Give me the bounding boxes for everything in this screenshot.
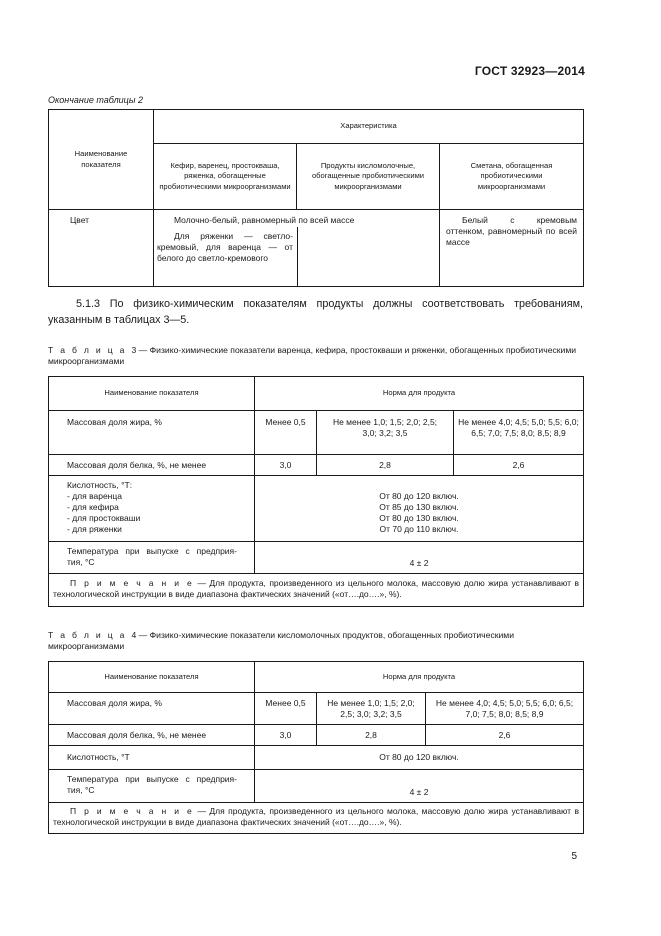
table3-acidity-value: От 80 до 120 включ.	[379, 491, 459, 501]
table4-protein-v1: 3,0	[255, 725, 317, 746]
table4-acidity-name: Кислотность, °Т	[49, 746, 255, 770]
table4-protein-v3: 2,6	[426, 725, 584, 746]
table4-fat-v2: Не менее 1,0; 1,5; 2,0; 2,5; 3,0; 3,2; 3,5	[317, 693, 426, 725]
table4-header-name: Наименование показателя	[49, 662, 255, 693]
table3-fat-v2: Не менее 1,0; 1,5; 2,0; 2,5; 3,0; 3,2; 3,5	[317, 411, 454, 455]
table3-protein-name: Массовая доля белка, %, не менее	[49, 455, 255, 476]
table4-temp-value: 4 ± 2	[255, 770, 584, 803]
table2-sub-kislomolochnye: Продукты кисломолочные, обогащенные пробиотическими микроорганизмами	[297, 144, 440, 210]
table2-sub-smetana: Сметана, обогащенная пробиотическими микроорганизмами	[440, 144, 584, 210]
table3-header-norm: Норма для продукта	[255, 377, 584, 411]
table4-fat-name: Массовая доля жира, %	[49, 693, 255, 725]
table3-note: П р и м е ч а н и е — Для продукта, произведенного из цельного молока, массовую долю жира устанавливают в технологической инструкции в виде диапазона фактических значений («от….до….», %).	[49, 574, 584, 607]
table2-caption: Окончание таблицы 2	[48, 95, 143, 105]
table4-fat-v1: Менее 0,5	[255, 693, 317, 725]
table3-protein-v3: 2,6	[454, 455, 584, 476]
page-number: 5	[571, 851, 577, 862]
table4-protein-v2: 2,8	[317, 725, 426, 746]
table3-fat-v1: Менее 0,5	[255, 411, 317, 455]
table3-fat-v3: Не менее 4,0; 4,5; 5,0; 5,5; 6,0; 6,5; 7,0; 7,5; 8,0; 8,5; 8,9	[454, 411, 584, 455]
table4	[48, 661, 584, 834]
table3-acidity-item: - для ряженки	[67, 524, 122, 534]
table4-fat-v3: Не менее 4,0; 4,5; 5,0; 5,5; 6,0; 6,5; 7,0; 7,5; 8,0; 8,5; 8,9	[426, 693, 584, 725]
paragraph-5-1-3: 5.1.3 По физико-химическим показателям продукты должны соответствовать требованиям, указанным в таблицах 3—5.	[48, 298, 583, 326]
table3-acidity-value: От 85 до 130 включ.	[379, 502, 459, 512]
table3-fat-name: Массовая доля жира, %	[49, 411, 255, 455]
table3-protein-v2: 2,8	[317, 455, 454, 476]
table2-smetana-color: Белый с кремовым оттенком, равномерный по всей массе	[440, 210, 584, 287]
table4-note: П р и м е ч а н и е — Для продукта, произведенного из цельного молока, массовую долю жира устанавливают в технологической инструкции в виде диапазона фактических значений («от….до….», %).	[49, 803, 584, 834]
table4-protein-name: Массовая доля белка, %, не менее	[49, 725, 255, 746]
table4-acidity-value: От 80 до 120 включ.	[255, 746, 584, 770]
table2-ryazhenka-color: Для ряженки — светло-кремовый, для варенца — от белого до светло-кремового	[157, 231, 293, 263]
table3-acidity-item: - для кефира	[67, 502, 119, 512]
table3-caption: Т а б л и ц а 3 — Физико-химические показатели варенца, кефира, простокваши и ряженки, обогащенных пробиотическими микроорганизмами	[48, 345, 577, 367]
table3-temp-value: 4 ± 2	[255, 542, 584, 574]
table3-protein-v1: 3,0	[255, 455, 317, 476]
table2	[48, 109, 584, 287]
table4-temp-name: Температура при выпуске с предприя- тия, °С	[49, 770, 255, 803]
table3-acidity-title: Кислотность, °Т:	[67, 480, 133, 490]
table2-header-characteristic: Характеристика	[154, 110, 584, 144]
table2-header-name: Наименование показателя	[49, 110, 154, 210]
standard-header: ГОСТ 32923—2014	[474, 64, 585, 78]
table4-caption: Т а б л и ц а 4 — Физико-химические показатели кисломолочных продуктов, обогащенных пробиотическими микроорганизмами	[48, 630, 515, 652]
table2-row-color-values	[154, 210, 440, 287]
table2-sub-kefir: Кефир, варенец, простокваша, ряженка, обогащенные пробиотическими микроорганизмами	[154, 144, 297, 210]
table3-acidity-item: - для варенца	[67, 491, 122, 501]
table2-common-color: Молочно-белый, равномерный по всей массе	[174, 215, 355, 225]
table4-header-norm: Норма для продукта	[255, 662, 584, 693]
table3-acidity-item: - для простокваши	[67, 513, 141, 523]
table3-acidity-value: От 70 до 110 включ.	[379, 524, 459, 534]
table3-acidity-values	[255, 476, 584, 542]
table3	[48, 376, 584, 607]
table3-acidity-names	[49, 476, 255, 542]
table3-acidity-value: От 80 до 130 включ.	[379, 513, 459, 523]
table3-temp-name: Температура при выпуске с предприя- тия, °С	[49, 542, 255, 574]
table2-row-color-name: Цвет	[49, 210, 154, 287]
table3-header-name: Наименование показателя	[49, 377, 255, 411]
